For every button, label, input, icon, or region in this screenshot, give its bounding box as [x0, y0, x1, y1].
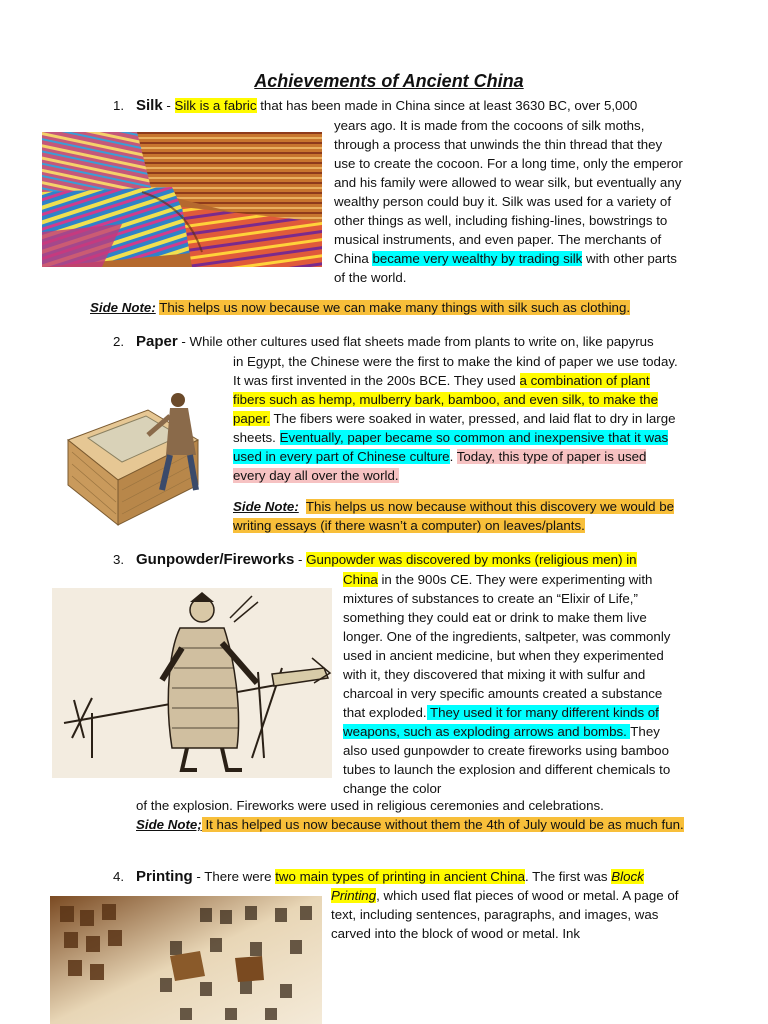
- body-text: years ago. It is made from the cocoons of silk moths, through a process that unwinds the thin thread that they use to create the cocoon. For a long time, only the emperor and his family were allowed to wear silk, but eventually any wealthy person could buy it. Silk was used for a variety of other things as well, including fishing-lines, bowstrings to musical instruments, and even paper. The merchants of China: [334, 118, 683, 266]
- highlight: China: [343, 572, 378, 587]
- silk-image: [42, 132, 322, 267]
- page-title: Achievements of Ancient China: [254, 71, 524, 91]
- gunpowder-body-end: of the explosion. Fireworks were used in religious ceremonies and celebrations.: [136, 798, 604, 813]
- item-number: 1.: [113, 98, 125, 113]
- printing-intro: [136, 867, 696, 886]
- paper-image: [58, 380, 216, 528]
- body-text: . The first was: [525, 869, 612, 884]
- body-text: While other cultures used flat sheets made from plants to write on, like papyrus: [189, 334, 654, 349]
- gunpowder-intro: [136, 550, 696, 569]
- highlight: They used it for many different kinds of weapons, such as exploding arrows and bombs.: [343, 705, 659, 739]
- item-number: 3.: [113, 552, 125, 567]
- gunpowder-body: [343, 570, 683, 798]
- paper-intro: [136, 332, 696, 351]
- highlight: Today, this type of paper is used every day all over the world.: [233, 449, 647, 483]
- section-heading-gunpowder: Gunpowder/Fireworks: [136, 551, 295, 568]
- body-text: .: [449, 449, 457, 464]
- side-note-gunpowder: [136, 815, 686, 834]
- item-number: 2.: [113, 334, 125, 349]
- dash: -: [177, 334, 190, 349]
- section-heading-paper: Paper: [136, 333, 178, 350]
- body-text: with other parts of the world.: [334, 251, 677, 285]
- body-text: The fibers were soaked in water, pressed, and laid flat to dry in large sheets.: [233, 411, 676, 445]
- highlight: It has helped us now because without them the 4th of July would be as much fun.: [201, 817, 684, 832]
- body-text: There were: [204, 869, 276, 884]
- dash: -: [162, 98, 175, 113]
- section-heading-printing: Printing: [136, 868, 193, 885]
- highlight: Eventually, paper became so common and inexpensive that it was used in every part of Chinese culture: [233, 430, 669, 464]
- silk-intro: [136, 96, 696, 115]
- highlight: Block: [611, 869, 644, 884]
- side-note-paper: [233, 497, 681, 535]
- dash: -: [192, 869, 205, 884]
- highlight: Silk is a fabric: [174, 98, 257, 113]
- paper-body: [233, 352, 681, 485]
- side-note-label: Side Note:: [233, 499, 299, 514]
- highlight: Printing: [331, 888, 377, 903]
- item-number: 4.: [113, 869, 125, 884]
- body-text: , which used flat pieces of wood or metal. A page of text, including sentences, paragraphs, and images, was carved into the block of wood or metal. Ink: [331, 888, 679, 941]
- silk-body: [334, 116, 684, 287]
- highlight: This helps us now because we can make many things with silk such as clothing.: [159, 300, 631, 315]
- highlight: This helps us now because without this discovery we would be writing essays (if there wasn’t a computer) on leaves/plants.: [233, 499, 674, 533]
- printing-body: [331, 886, 686, 943]
- dash: -: [294, 552, 307, 567]
- body-text: They also used gunpowder to create fireworks using bamboo tubes to launch the explosion and different chemicals to change the color: [343, 724, 671, 796]
- printing-image: [50, 896, 322, 1024]
- body-text: that has been made in China since at least 3630 BC, over 5,000: [256, 98, 638, 113]
- section-heading-silk: Silk: [136, 97, 163, 114]
- body-text: in Egypt, the Chinese were the first to make the kind of paper we use today. It was first invented in the 200s BCE. They used: [233, 354, 678, 388]
- body-text: in the 900s CE. They were experimenting with mixtures of substances to create an “Elixir of Life,” something they could eat or drink to make them live longer. One of the ingredients, saltpeter, was commonly used in ancient medicine, but when they experimented with it, they discovered that mixing it with sulfur and charcoal in very specific amounts created a substance that exploded.: [343, 572, 671, 720]
- highlight: two main types of printing in ancient China: [275, 869, 526, 884]
- side-note-label: Side Note;: [136, 817, 202, 832]
- gunpowder-image: [52, 588, 332, 778]
- highlight: Gunpowder was discovered by monks (religious men) in: [306, 552, 637, 567]
- side-note-silk: [90, 298, 690, 317]
- highlight: a combination of plant fibers such as hemp, mulberry bark, bamboo, and even silk, to make the paper.: [233, 373, 658, 426]
- highlight: became very wealthy by trading silk: [372, 251, 583, 266]
- side-note-label: Side Note:: [90, 300, 156, 315]
